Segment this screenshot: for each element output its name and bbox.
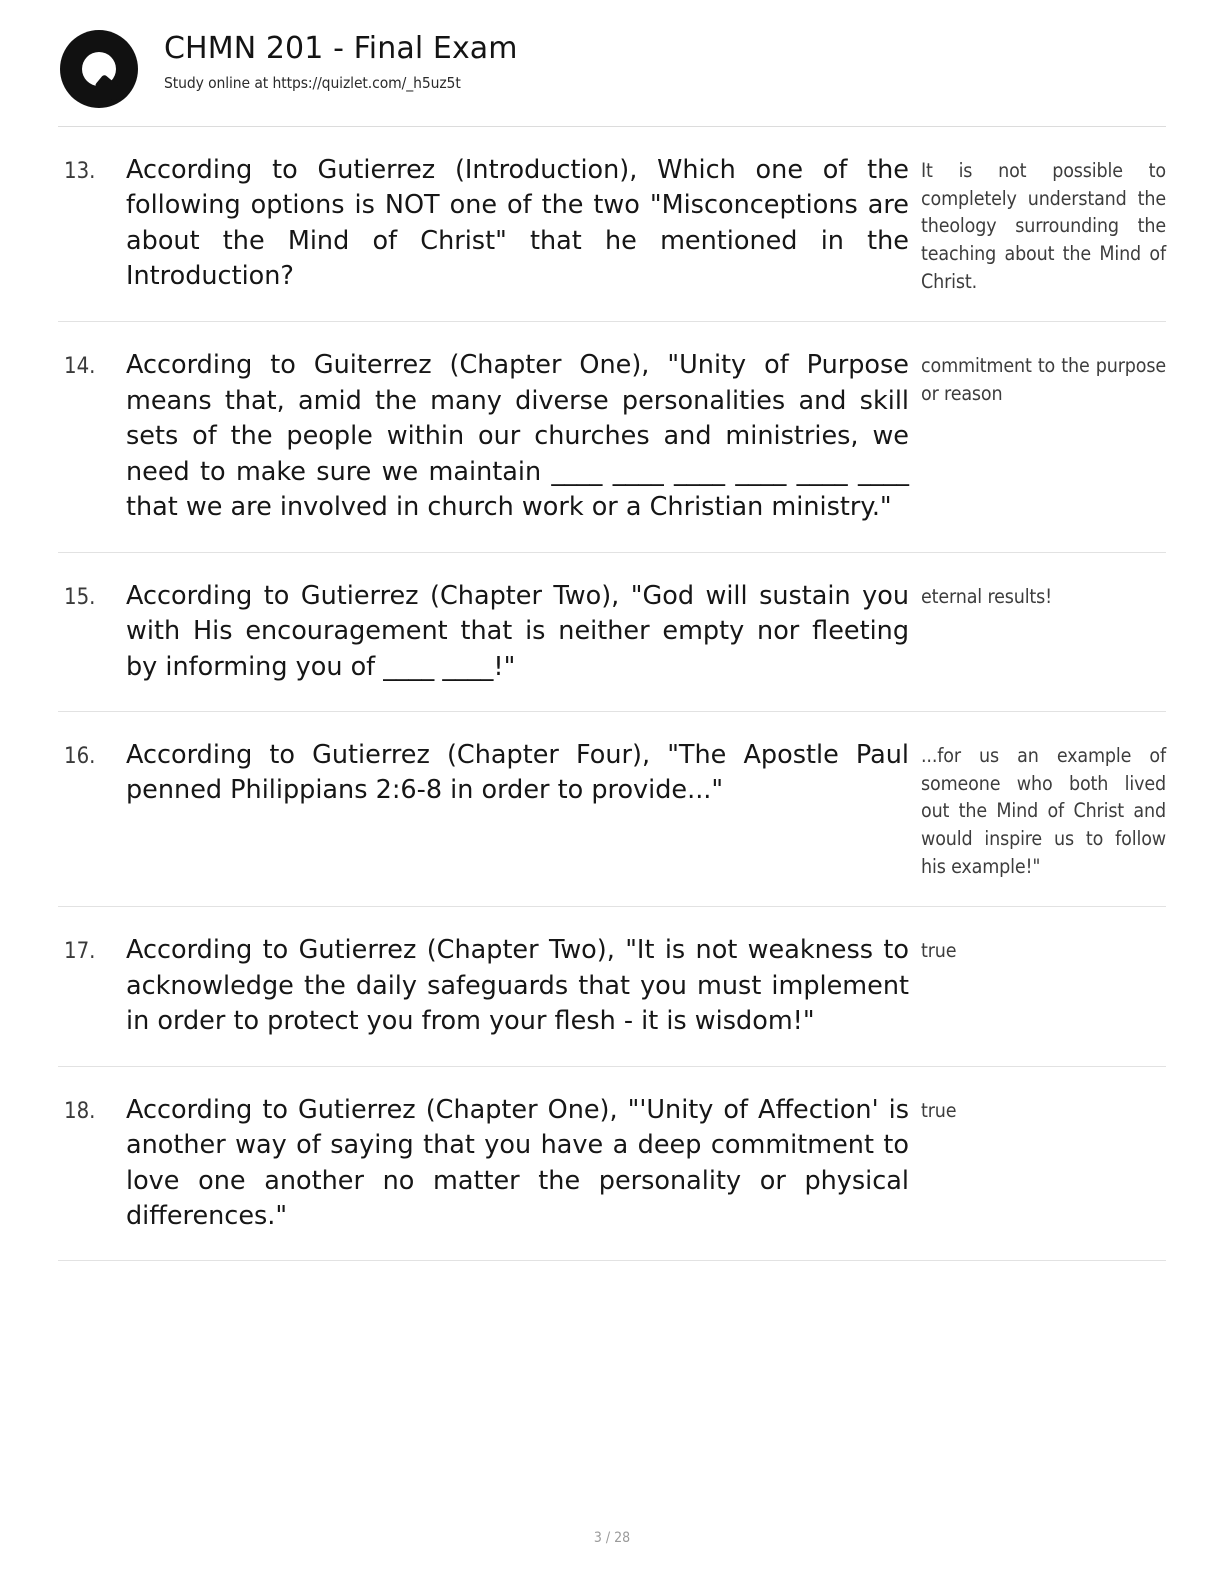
card-term: According to Gutierrez (Chapter Four), "The Apostle Paul penned Philippians 2:6-8 in order to provide..." [126, 739, 909, 806]
card-definition: eternal results! [921, 584, 1053, 608]
table-row [58, 553, 1166, 712]
header-text-block [164, 28, 518, 92]
page-number-footer: 3 / 28 [593, 1530, 631, 1546]
quizlet-q-logo-icon [60, 30, 138, 108]
card-definition: ...for us an example of someone who both lived out the Mind of Christ and would inspire us to follow his example!" [921, 743, 1166, 878]
card-number: 18. [64, 1098, 96, 1124]
table-row [58, 1067, 1166, 1262]
card-number: 15. [64, 584, 96, 610]
card-term: According to Gutierrez (Chapter Two), "It is not weakness to acknowledge the daily safeguards that you must implement in order to protect you from your flesh - it is wisdom!" [126, 935, 909, 1037]
table-row [58, 322, 1166, 552]
table-row [58, 907, 1166, 1066]
document-header [58, 28, 1166, 120]
card-definition: true [921, 1098, 957, 1122]
card-definition: It is not possible to completely understand the theology surrounding the teaching about the Mind of Christ. [921, 159, 1166, 293]
flashcard-list [58, 127, 1166, 1261]
card-term: According to Guiterrez (Chapter One), "Unity of Purpose means that, amid the many diverse personalities and skill sets of the people within our churches and ministries, we need to make sure we maintain ____ ____ ____ ____ ____ ____ that we are involved in church work or a Christian ministry." [126, 350, 909, 523]
card-term: According to Gutierrez (Chapter Two), "God will sustain you with His encouragement that is neither empty nor fleeting by informing you of ____ ____!" [126, 580, 909, 682]
page-title: CHMN 201 - Final Exam [164, 31, 518, 66]
card-definition: true [921, 939, 957, 963]
card-term: According to Gutierrez (Chapter One), "'Unity of Affection' is another way of saying that you have a deep commitment to love one another no matter the personality or physical differences." [126, 1094, 909, 1231]
card-number: 14. [64, 354, 96, 380]
card-number: 16. [64, 743, 96, 769]
study-online-link[interactable]: Study online at https://quizlet.com/_h5uz5t [164, 73, 461, 92]
table-row [58, 712, 1166, 907]
card-definition: commitment to the purpose or reason [921, 354, 1166, 406]
card-term: According to Gutierrez (Introduction), Which one of the following options is NOT one of the two "Misconceptions are about the Mind of Christ" that he mentioned in the Introduction? [126, 155, 909, 292]
card-number: 13. [64, 159, 96, 184]
table-row [58, 127, 1166, 322]
card-number: 17. [64, 939, 96, 965]
